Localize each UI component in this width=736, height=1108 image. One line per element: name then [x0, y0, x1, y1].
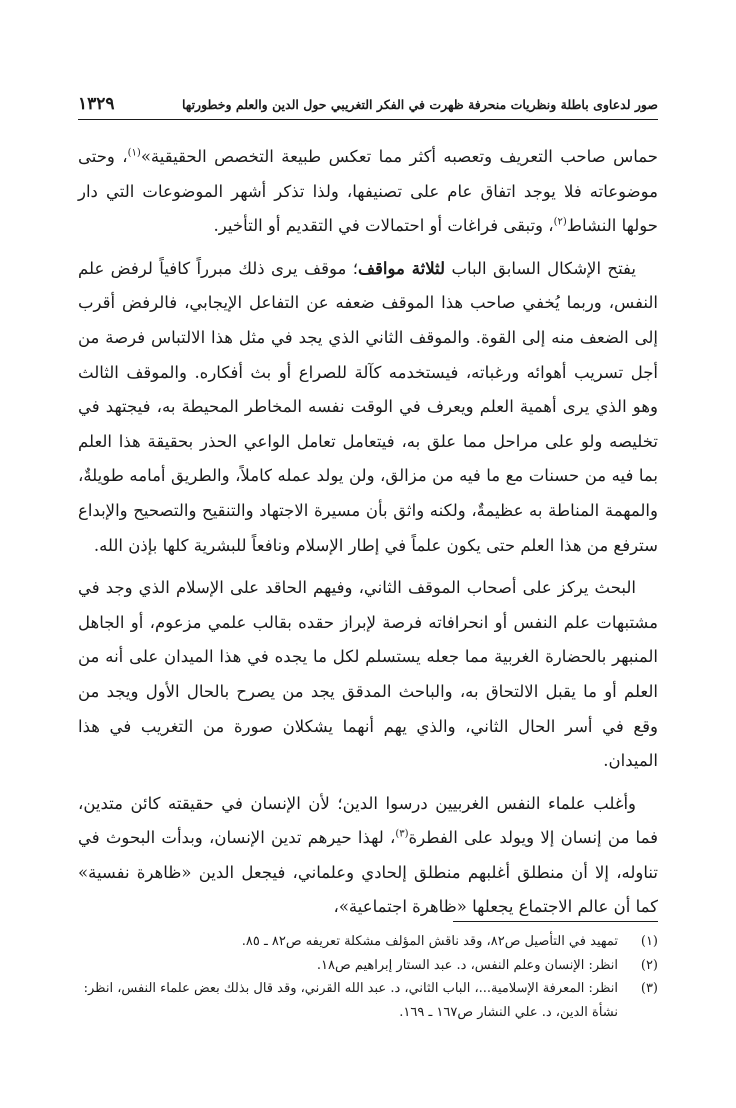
footnote-1 [78, 930, 658, 954]
header-rule [78, 119, 658, 120]
paragraph-2-bold-phrase: لثلاثة مواقف [357, 258, 446, 278]
paragraph-4-text-b: ، لهذا حيرهم تدين الإنسان، وبدأت البحوث في تناوله، إلا أن منطلق أغلبهم منطلق إلحادي وعلماني، فيجعل الدين «ظاهرة نفسية» كما أن عالم الاجتماع يجعلها «ظاهرة اجتماعية»، [78, 828, 658, 917]
paragraph-2-text-b: ؛ موقف يرى ذلك مبرراً كافياً لرفض علم النفس، وربما يُخفي صاحب هذا الموقف ضعفه عن التفاعل الإيجابي، فالرفض أقرب إلى الضعف منه إلى القوة. والموقف الثاني الذي يجد في مثل هذا الالتباس فرصة من أجل تسريب أهوائه ورغباته، فيستخدمه كآلة للصراع أو بث أفكاره. والموقف الثالث وهو الذي يرى أهمية العلم ويعرف في الوقت نفسه المخاطر المحيطة به، فيجتهد في تخليصه ولو على مراحل مما علق به، فيتعامل تعامل الواعي الحذر بحقيقة هذا العلم بما فيه من حسنات مع ما فيه من مزالق، ولن يولد عمله كاملاً، والطريق أمامه طويلةٌ، والمهمة المناطة به عظيمةٌ، ولكنه واثق بأن مسيرة الاجتهاد والتنقيح والتصحيح والإبداع سترفع من هذا العلم حتى يكون علماً في إطار الإسلام ونافعاً للبشرية كلها بإذن الله. [78, 258, 658, 555]
footnote-ref-2[interactable]: (٢) [553, 216, 567, 228]
paragraph-1-text-b: ، وحتى موضوعاته فلا يوجد اتفاق عام على تصنيفها، ولذا تذكر أشهر الموضوعات التي دار حولها النشاط [78, 147, 658, 236]
paragraph-1-text-c: ، وتبقى فراغات أو احتمالات في التقديم أو التأخير. [213, 216, 554, 236]
body-text [78, 140, 658, 933]
paragraph-2 [78, 252, 658, 563]
footnote-rule [453, 921, 658, 922]
footnote-text: انظر: الإنسان وعلم النفس، د. عبد الستار إبراهيم ص١٨. [316, 957, 618, 973]
page-number: ١٣٢٩ [78, 94, 115, 114]
paragraph-4 [78, 787, 658, 925]
footnote-text: تمهيد في التأصيل ص٨٢، وقد ناقش المؤلف مشكلة تعريفه ص٨٢ ـ ٨٥. [241, 934, 618, 949]
running-header [78, 92, 658, 116]
footnote-ref-3[interactable]: (٣) [395, 828, 409, 840]
footnotes [78, 930, 658, 1024]
paragraph-4-text-a: وأغلب علماء النفس الغربيين درسوا الدين؛ لأن الإنسان في حقيقته كائن متدين، فما من إنسان إلا ويولد على الفطرة [78, 793, 658, 848]
footnote-2 [78, 954, 658, 978]
paragraph-1-text-a: حماس صاحب التعريف وتعصبه أكثر مما تعكس طبيعة التخصص الحقيقية» [140, 147, 658, 166]
paragraph-1 [78, 140, 658, 244]
paragraph-2-text-a: يفتح الإشكال السابق الباب [445, 258, 636, 278]
footnote-3 [78, 977, 658, 1024]
footnote-ref-1[interactable]: (١) [127, 147, 141, 159]
footnote-number: (٣) [640, 981, 658, 996]
footnote-text: انظر: المعرفة الإسلامية...، الباب الثاني، د. عبد الله القرني، وقد قال بذلك بعض علماء النفس، انظر: نشأة الدين، د. علي النشار ص١٦٧ ـ ١٦٩. [83, 981, 618, 1020]
paragraph-3: البحث يركز على أصحاب الموقف الثاني، وفيهم الحاقد على الإسلام الذي وجد في مشتبهات علم النفس أو انحرافاته فرصة لإبراز حقده بقالب علمي مزعوم، أو الجاهل المنبهر بالحضارة الغربية مما جعله يستسلم لكل ما يجده في هذا الميدان على أنه من العلم أو ما يقبل الالتحاق به، والباحث المدقق يجد من يصرح بالحال الأول ويجد من وقع في أسر الحال الثاني، والذي يهم أنهما يشكلان صورة من التغريب في هذا الميدان. [78, 578, 658, 771]
footnote-number: (١) [640, 934, 658, 949]
running-title: صور لدعاوى باطلة ونظريات منحرفة ظهرت في الفكر التغريبي حول الدين والعلم وخطورتها [182, 96, 658, 112]
footnote-number: (٢) [640, 957, 658, 973]
